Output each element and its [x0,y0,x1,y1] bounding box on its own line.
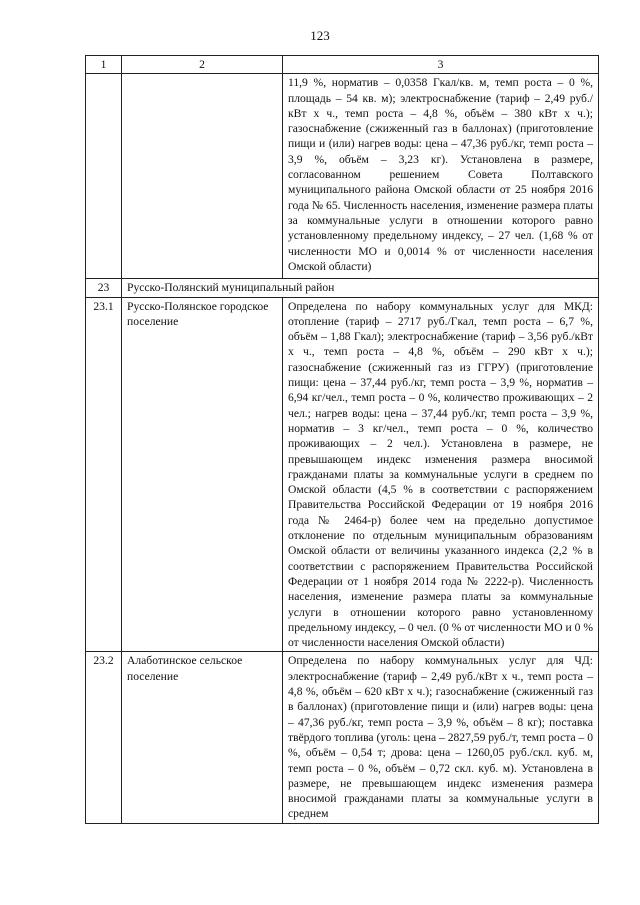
page-number: 123 [310,28,330,43]
document-table [85,55,599,824]
row-number [86,74,122,279]
header-cell-1: 1 [86,56,122,74]
row-number: 23.2 [86,652,122,823]
table-row [86,74,599,279]
table-header-row [86,56,599,74]
table-row-section [86,279,599,297]
section-number: 23 [86,279,122,297]
table-row [86,297,599,652]
header-cell-3: 3 [283,56,599,74]
municipality-name [122,74,283,279]
header-cell-2: 2 [122,56,283,74]
row-description: Определена по набору коммунальных услуг для ЧД: электроснабжение (тариф – 2,49 руб./кВт х ч., темп роста – 4,8 %, объём – 620 кВт х ч.); газоснабжение (сжиженный газ в баллонах) (приготовление пищи и (или) нагрев воды: цена – 47,36 руб./кг, темп роста – 3,9 %, объём – 8 кг); поставка твёрдого топлива (уголь: цена – 2827,59 руб./т, темп роста – 0 %, объём – 0,54 т; дрова: цена – 1260,05 руб./скл. куб. м, темп роста – 0 %, объём – 0,72 скл. куб. м). Установлена в размере, не превышающем индекс изменения размера вносимой гражданами платы за коммунальные услуги в среднем [283,652,599,823]
row-number: 23.1 [86,297,122,652]
table-row [86,652,599,823]
municipality-name: Русско-Полянское городское поселение [122,297,283,652]
row-description: 11,9 %, норматив – 0,0358 Гкал/кв. м, темп роста – 0 %, площадь – 54 кв. м); электроснабжение (тариф – 2,49 руб./кВт х ч., темп роста – 4,8 %, объём – 380 кВт х ч.); газоснабжение (сжиженный газ в баллонах) (приготовление пищи и (или) нагрев воды: цена – 47,36 руб./кг, темп роста – 3,9 %, объём – 3,23 кг). Установлена в размере, согласованном решением Совета Полтавского муниципального района Омской области от 25 ноября 2016 года № 65. Численность населения, изменение размера платы за коммунальные услуги в отношении которого равно установленному предельному индексу, – 27 чел. (1,68 % от численности МО и 0,0014 % от численности населения Омской области) [283,74,599,279]
row-description: Определена по набору коммунальных услуг для МКД: отопление (тариф – 2717 руб./Гкал, темп роста – 6,7 %, объём – 1,88 Гкал); электроснабжение (тариф – 3,56 руб./кВт х ч., темп роста – 4,8 %, объём – 290 кВт х ч.); газоснабжение (сжиженный газ из ГГРУ) (приготовление пищи: цена – 37,44 руб./кг, темп роста – 3,9 %, норматив – 6,94 кг/чел., темп роста – 0 %, количество проживающих – 2 чел.; нагрев воды: цена – 37,44 руб./кг, темп роста – 3,9 %, норматив – 3 кг/чел., темп роста – 0 %, количество проживающих – 2 чел.). Установлена в размере, не превышающем индекс изменения размера вносимой гражданами платы за коммунальные услуги в среднем по Омской области (4,5 % в соответствии с распоряжением Правительства Российской Федерации от 19 ноября 2016 года № 2464-р) более чем на предельно допустимое отклонение по отдельным муниципальным образованиям Омской области от величины указанного индекса (2,2 % в соответствии с распоряжением Правительства Российской Федерации от 1 ноября 2014 года № 2222-р). Численность населения, изменение размера платы за коммунальные услуги в отношении которого равно установленному предельному индексу, – 0 чел. (0 % от численности МО и 0 % от численности населения Омской области) [283,297,599,652]
municipality-name: Алаботинское сельское поселение [122,652,283,823]
section-title: Русско-Полянский муниципальный район [122,279,599,297]
